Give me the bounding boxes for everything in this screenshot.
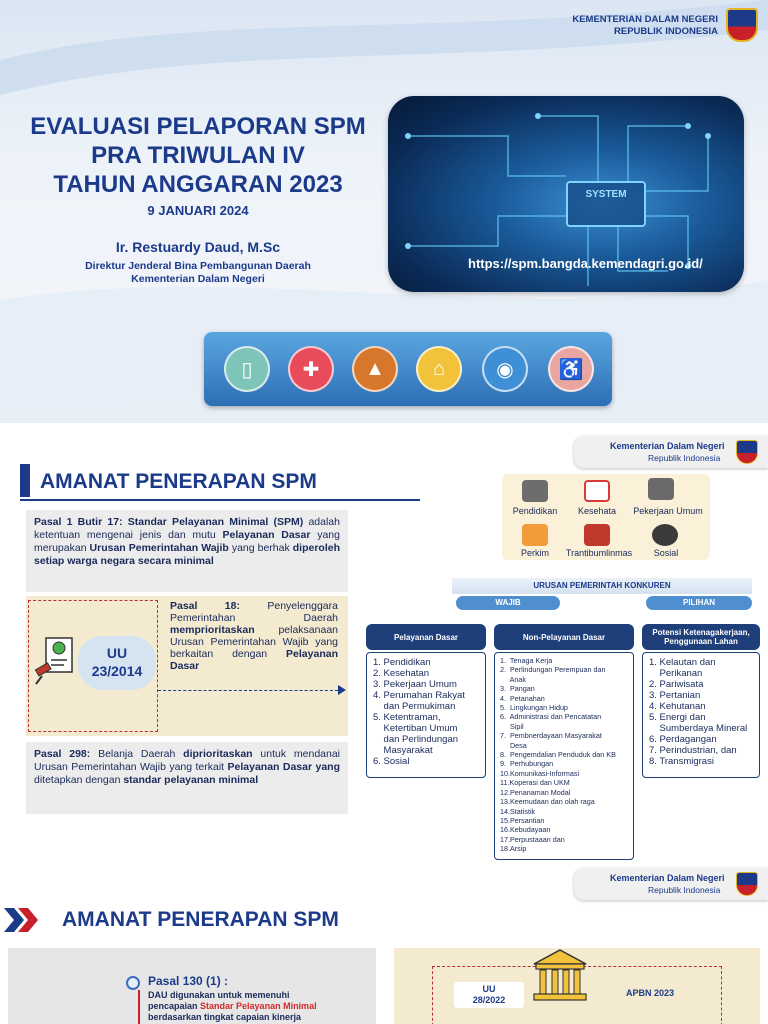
pasal1-box — [26, 510, 348, 592]
col-potensi-head: Potensi Ketenagakerjaan, Penggunaan Lahan — [642, 624, 760, 650]
list-item: 2. Pariwisata — [649, 679, 704, 690]
speaker-position-2: Kementerian Dalam Negeri — [131, 273, 265, 285]
list-item: 9. Perhubungan — [500, 759, 554, 769]
list-item: 14.Statistik — [500, 806, 536, 816]
uu-28-2022-box — [394, 948, 760, 1024]
list-item: 4. Petanahan — [500, 693, 545, 703]
pasal298-pelayanan: Pelayanan Dasar yang — [227, 761, 340, 773]
list-item: 6. Sosial — [373, 756, 410, 767]
pasal18-pelayanan: Pelayanan Dasar — [170, 648, 338, 672]
pasal298-t3: ditetapkan dengan — [34, 774, 124, 786]
list-non-pelayanan — [494, 652, 634, 860]
pasal298-label: Pasal 298: — [34, 748, 91, 760]
amanat-slide — [0, 430, 768, 868]
list-item: 3. Pekerjaan Umum — [373, 679, 457, 690]
pasal18-t1: Penyelenggara Pemerintahan Daerah — [170, 600, 338, 624]
badge-line2: Republik Indonesia — [648, 453, 721, 463]
uu-23-2014-badge — [78, 636, 156, 690]
category-kesehatan: Kesehata — [577, 506, 617, 516]
pasal298-t1: Belanja Daerah — [90, 748, 184, 760]
ministry-line1: KEMENTERIAN DALAM NEGERI — [572, 14, 718, 25]
list-item: 3. Pertanian — [649, 690, 701, 701]
pasal130-label: Pasal 130 (1) : — [148, 974, 229, 988]
list-potensi — [642, 652, 760, 778]
list-item: 8. Pengemdalian Penduduk dan KB — [500, 750, 616, 760]
category-sosial: Sosial — [653, 548, 679, 558]
cover-slide — [0, 0, 768, 423]
list-item: 8. Transmigrasi — [649, 756, 714, 767]
uu-label: UU — [482, 984, 496, 994]
urusan-title: URUSAN PEMERINTAH KONKUREN — [452, 578, 752, 594]
cover-title — [10, 112, 386, 199]
pasal18-label: Pasal 18: — [170, 600, 240, 612]
garuda-emblem-icon — [726, 8, 758, 42]
list-item: 5. Lingkungan Hidup — [500, 703, 568, 713]
uu-number: 28/2022 — [472, 995, 506, 1005]
list-item: Ketertiban Umum — [373, 723, 458, 734]
amanat-slide-2 — [0, 868, 768, 1024]
list-item: 5. Ketentraman, — [373, 712, 441, 723]
pasal130-line1: DAU digunakan untuk memenuhi — [148, 990, 290, 1000]
list-item: 15.Persantian — [500, 815, 545, 825]
pasal18-t2: pelaksanaan Urusan Pemerintahan Wajib yang berkaitan dengan — [170, 624, 338, 660]
list-item: 7. Pembnerdayaan Masyarakat — [500, 731, 602, 741]
list-item: Perikanan — [649, 668, 703, 679]
bullet-circle-icon — [126, 976, 140, 990]
ministry-header — [540, 14, 718, 38]
pasal1-warga: diperoleh setiap warga negara secara minimal — [34, 542, 340, 567]
list-item: 11.Koperasi dan UKM — [500, 778, 570, 788]
list-item: 17.Perpustaaan dan — [500, 834, 565, 844]
uu-label: UU — [106, 645, 128, 661]
pasal130-line2-text: pencapaian — [148, 1001, 201, 1011]
uu-arrow — [158, 690, 338, 691]
list-item: 2. Perlindungan Perempuan dan — [500, 665, 606, 675]
water-tap-icon: ▲ — [352, 346, 398, 392]
list-item: dan Permukiman — [373, 701, 456, 712]
service-icon-bar — [204, 332, 612, 406]
list-item: 1. Tenaga Kerja — [500, 656, 553, 665]
list-item: 7. Perindustrian, dan — [649, 745, 737, 756]
list-item: 1. Kelautan dan — [649, 657, 716, 668]
arrow-head-icon — [338, 685, 346, 695]
title-line-3: TAHUN ANGGARAN 2023 — [53, 171, 343, 198]
garuda-emblem-icon — [736, 440, 758, 464]
road-icon — [648, 478, 674, 500]
section-title: AMANAT PENERAPAN SPM — [40, 470, 317, 493]
pasal130-spm-highlight: Standar Pelayanan Minimal — [200, 1001, 317, 1011]
list-item: 6. Perdagangan — [649, 734, 717, 745]
spm-website-link[interactable]: https://spm.bangda.kemendagri.go.id/ — [468, 256, 703, 271]
category-pendidikan: Pendidikan — [512, 506, 558, 516]
community-icon: ◉ — [482, 346, 528, 392]
ministry-badge — [574, 868, 768, 900]
badge-line1: Kementerian Dalam Negeri — [610, 441, 725, 451]
list-item: 10.Komunikasi-Informasi — [500, 768, 580, 778]
chevron-arrows-icon — [4, 908, 40, 932]
pasal1-text: adalah ketentuan mengenai jenis dan mutu — [34, 516, 340, 541]
health-icon: ✚ — [288, 346, 334, 392]
section-title: AMANAT PENERAPAN SPM — [62, 908, 339, 931]
category-trantibumlinmas: Trantibumlinmas — [565, 548, 633, 558]
system-chip: SYSTEM — [566, 181, 646, 227]
list-item: Sipil — [500, 721, 524, 731]
social-network-icon — [652, 524, 678, 546]
badge-line2: Republik Indonesia — [648, 885, 721, 895]
list-item: dan Perlindungan — [373, 734, 459, 745]
list-item: Desa — [500, 740, 527, 750]
pasal130-line2 — [148, 1001, 317, 1011]
title-line-1: EVALUASI PELAPORAN SPM — [30, 113, 366, 140]
uu-28-2022-badge — [454, 982, 524, 1008]
title-underline — [20, 499, 420, 501]
list-item: 16.Kebudayaan — [500, 825, 551, 835]
ministry-badge — [574, 436, 768, 468]
law-gavel-icon — [34, 636, 78, 686]
list-item: 12.Penanaman Modal — [500, 787, 571, 797]
list-item: 18.Arsip — [500, 844, 527, 854]
pasal1-urusan: Urusan Pemerintahan Wajib — [89, 542, 229, 554]
list-item: Masyarakat — [373, 745, 433, 756]
wajib-pill: WAJIB — [456, 596, 560, 610]
list-pelayanan-dasar — [366, 652, 486, 778]
hero-system-image — [388, 96, 744, 292]
list-item: Anak — [500, 674, 526, 684]
pasal1-text3: yang berhak — [228, 542, 293, 554]
list-item: 6. Administrasi dan Pencatatan — [500, 712, 602, 722]
pasal18-prioritas: memprioritaskan — [170, 624, 255, 636]
list-item: 5. Energi dan — [649, 712, 706, 723]
pasal1-label: Pasal 1 Butir 17: — [34, 516, 123, 528]
category-perkim: Perkim — [520, 548, 549, 558]
pasal298-standar: standar pelayanan minimal — [123, 774, 259, 786]
pasal298-prioritas: diprioritaskan — [183, 748, 253, 760]
category-pekerjaan-umum: Pekerjaan Umum — [633, 506, 703, 516]
pasal1-text2: yang merupakan — [34, 529, 340, 554]
pasal1-pelayanan: Pelayanan Dasar — [222, 529, 311, 541]
list-item: 1. Pendidikan — [373, 657, 431, 668]
service-categories — [502, 474, 710, 560]
pilihan-pill: PILIHAN — [646, 596, 752, 610]
list-item: Sumberdaya Mineral — [649, 723, 748, 734]
pasal298-t2: untuk mendanai Urusan Pemerintahan Wajib yang terkait — [34, 748, 341, 773]
pasal1-spm: Standar Pelayanan Minimal (SPM) — [127, 516, 304, 528]
speaker-position-1: Direktur Jenderal Bina Pembangunan Daerah — [85, 260, 311, 272]
list-item: 4. Kehutanan — [649, 701, 706, 712]
house-icon: ⌂ — [416, 346, 462, 392]
list-item: 2. Kesehatan — [373, 668, 429, 679]
health-kit-icon — [584, 480, 610, 502]
section-marker — [20, 464, 30, 497]
col-non-pelayanan-head: Non-Pelayanan Dasar — [494, 624, 634, 650]
cover-date: 9 JANUARI 2024 — [147, 203, 249, 218]
pasal18-text — [170, 600, 338, 672]
list-item: 3. Pangan — [500, 684, 535, 694]
pasal130-box — [8, 948, 376, 1024]
badge-line1: Kementerian Dalam Negeri — [610, 873, 725, 883]
apbn-2023-label: APBN 2023 — [626, 988, 675, 998]
title-line-2: PRA TRIWULAN IV — [91, 142, 305, 169]
social-care-icon: ♿ — [548, 346, 594, 392]
education-icon — [522, 480, 548, 502]
fire-truck-icon — [584, 524, 610, 546]
house-icon — [522, 524, 548, 546]
ministry-line2: REPUBLIK INDONESIA — [614, 26, 718, 37]
pasal130-line3: berdasarkan tingkat capaian kinerja — [148, 1012, 302, 1022]
red-vertical-line — [138, 990, 140, 1024]
pasal298-box — [26, 742, 348, 814]
list-item: 4. Perumahan Rakyat — [373, 690, 465, 701]
government-building-icon — [530, 948, 590, 1004]
uu-number: 23/2014 — [91, 663, 143, 679]
list-item: 13.Keemudaan dan olah raga — [500, 797, 595, 807]
col-pelayanan-dasar-head: Pelayanan Dasar — [366, 624, 486, 650]
garuda-emblem-icon — [736, 872, 758, 896]
education-icon: ▯ — [224, 346, 270, 392]
speaker-name: Ir. Restuardy Daud, M.Sc — [115, 239, 281, 255]
